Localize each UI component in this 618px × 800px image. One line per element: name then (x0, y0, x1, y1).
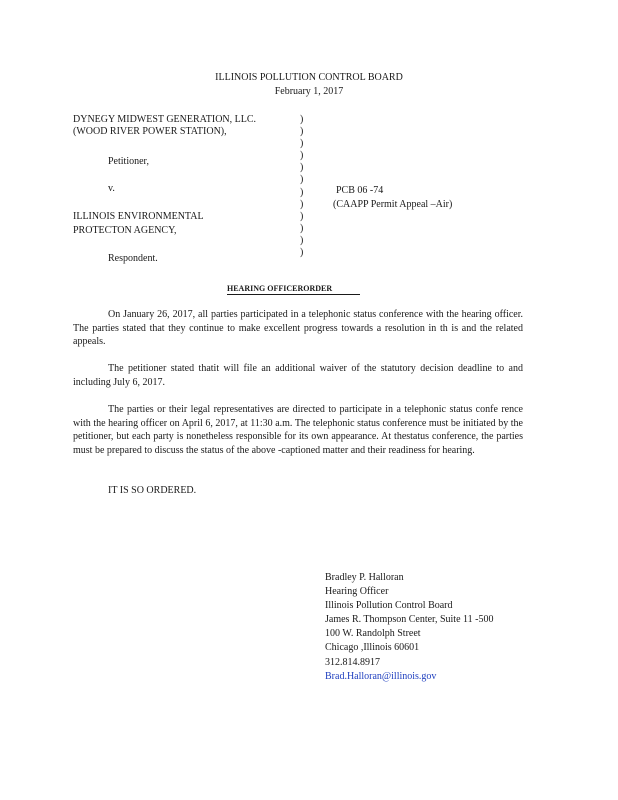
agency-title: ILLINOIS POLLUTION CONTROL BOARD (215, 72, 403, 83)
paren-mark: ) (300, 210, 304, 222)
case-number: PCB 06 -74 (336, 185, 384, 196)
paren-mark: ) (300, 198, 304, 210)
respondent-name-line2: PROTECTON AGENCY, (73, 225, 177, 236)
paren-mark: ) (300, 126, 304, 138)
signer-title: Hearing Officer (325, 586, 389, 598)
address-line-2: 100 W. Randolph Street (325, 628, 421, 640)
order-date: February 1, 2017 (274, 86, 344, 97)
paren-mark: ) (300, 234, 304, 246)
paren-mark: ) (300, 186, 304, 198)
order-paragraph-2: The petitioner stated thatit will file an additional waiver of the statutory decision deadline to and including July 6, 2017. (73, 363, 523, 388)
respondent-name-line1: ILLINOIS ENVIRONMENTAL (73, 211, 204, 222)
order-paragraph-1: On January 26, 2017, all parties participated in a telephonic status conference with the hearing officer. The parties stated that they continue to make excellent progress towards a resolution in th is and the related appeals. (73, 309, 523, 347)
paren-mark: ) (300, 162, 304, 174)
address-line-3: Chicago ,Illinois 60601 (325, 642, 420, 654)
petitioner-role: Petitioner, (108, 156, 149, 167)
signature-block (325, 571, 493, 684)
paren-mark: ) (300, 222, 304, 234)
address-line-1: James R. Thompson Center, Suite 11 -500 (325, 614, 494, 626)
paren-mark: ) (300, 150, 304, 162)
caption-divider (300, 114, 303, 259)
paren-mark: ) (300, 114, 304, 125)
so-ordered-line: IT IS SO ORDERED. (108, 485, 197, 496)
petitioner-name-line2: (WOOD RIVER POWER STATION), (73, 126, 227, 137)
order-heading: HEARING OFFICERORDER (227, 284, 333, 293)
versus-label: v. (108, 183, 115, 194)
petitioner-name-line1: DYNEGY MIDWEST GENERATION, LLC. (73, 114, 257, 125)
signer-organization: Illinois Pollution Control Board (325, 600, 453, 612)
heading-underline (227, 294, 360, 295)
signer-name: Bradley P. Halloran (325, 572, 404, 583)
paren-mark: ) (300, 247, 304, 259)
email-link[interactable]: Brad.Halloran@illinois.gov (325, 670, 437, 682)
paren-mark: ) (300, 138, 304, 150)
respondent-role: Respondent. (108, 253, 158, 264)
phone-number: 312.814.8917 (325, 656, 380, 668)
paren-mark: ) (300, 174, 304, 186)
order-paragraph-3: The parties or their legal representatives are directed to participate in a telephonic status confe rence with the hearing officer on April 6, 2017, at 11:30 a.m. The telephonic status conference must be initiated by the petitioner, but each party is nonetheless responsible for its own appearance. At thestatus conference, the parties must be prepared to discuss the status of the above -captioned matter and their readiness for hearing. (73, 404, 523, 456)
case-type: (CAAPP Permit Appeal –Air) (333, 199, 453, 210)
